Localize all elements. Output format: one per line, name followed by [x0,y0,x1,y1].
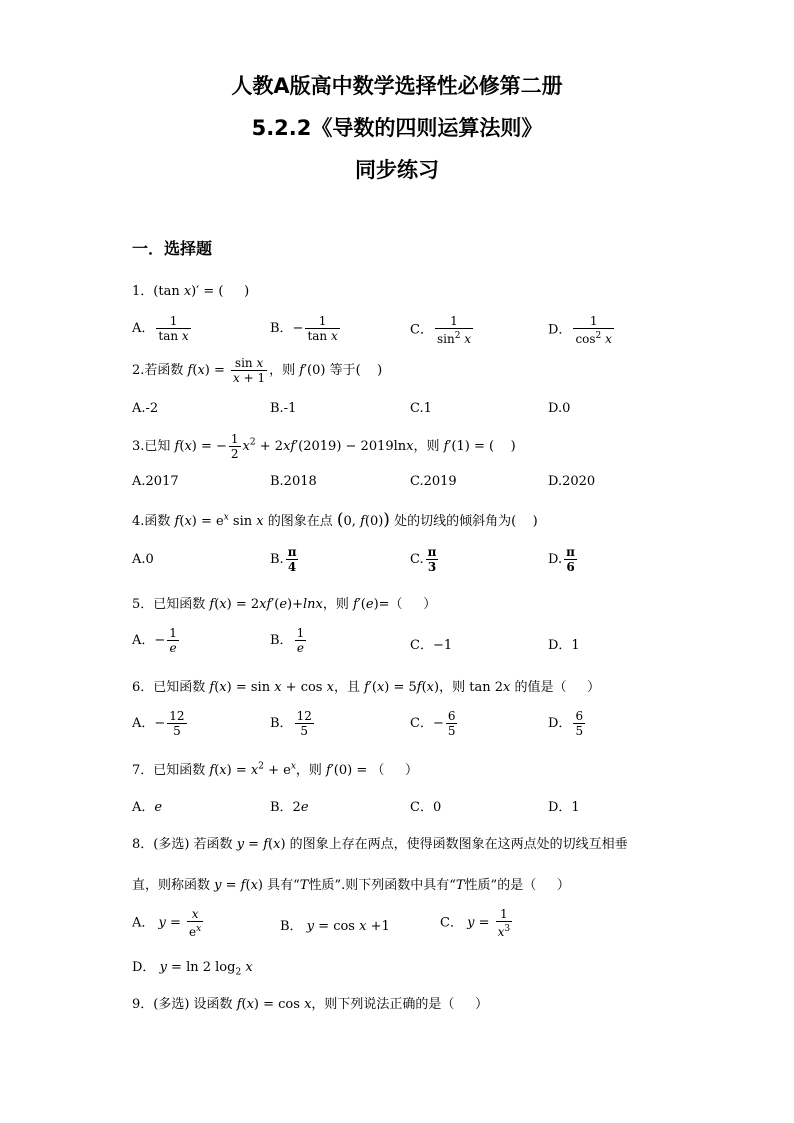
q8-option-c: C． y = $\frac{1}{x^3}$ [440,907,511,939]
q8-option-d: D． y = ln 2 $\log_2 x$ [132,960,253,978]
question-9-stem: 9．(多选) 设函数 f(x) = cos x，则下列说法正确的是（ ） [132,997,489,1012]
q5-option-c: C．−1 [410,638,453,653]
title-line-3: 同步练习 [355,158,439,182]
question-5-stem: 5．已知函数 f(x) = 2xf′(e)+lnx，则 f′(e)=（ ） [132,597,437,612]
q2-option-b: B.-1 [270,401,297,416]
q3-option-c: C.2019 [410,474,457,489]
q6-option-b: B． $\frac{12}{5}$ [270,709,312,738]
q3-option-b: B.2018 [270,474,317,489]
q4-option-d: D. $\frac{\pi}{6}$ [548,545,575,574]
q8-option-b: B． y = cos x +1 [280,919,390,934]
question-8-stem-line-2: 直，则称函数 y = f(x) 具有“T性质”.则下列函数中具有“T性质”的是（ ） [132,878,570,893]
title-line-2: 5.2.2《导数的四则运算法则》 [251,116,543,140]
q6-option-d: D． $\frac{6}{5}$ [548,709,584,738]
section-heading: 一．选择题 [132,239,213,258]
q7-option-a: A．e [132,800,163,815]
q5-option-a: A．− $\frac{1}{e}$ [132,626,177,655]
q2-option-a: A.-2 [132,401,159,416]
q5-option-b: B． $\frac{1}{e}$ [270,626,305,655]
q6-option-a: A．− $\frac{12}{5}$ [132,709,185,738]
q2-option-d: D.0 [548,401,571,416]
q4-option-c: C. $\frac{\pi}{3}$ [410,545,437,574]
q3-option-a: A.2017 [132,474,179,489]
title-line-1: 人教A版高中数学选择性必修第二册 [231,74,563,98]
q7-option-d: D．1 [548,800,580,815]
question-6-stem: 6．已知函数 f(x) = sin x + cos x，且 f′(x) = 5f(x)，则 tan 2x 的值是（ ） [132,680,601,695]
q5-option-d: D．1 [548,638,580,653]
q6-option-c: C．− $\frac{6}{5}$ [410,709,456,738]
question-7-stem: 7．已知函数 $f(x) = x^2 + e^x$，则 f′(0) = （ ） [132,761,419,778]
q7-option-b: B．2e [270,800,309,815]
q1-option-d: D． $\frac{1}{\cos^2 x}$ [548,314,612,346]
q1-option-a: A． $\frac{1}{\text{tan x}}$ [132,314,189,343]
q2-option-c: C.1 [410,401,432,416]
q4-option-a: A.0 [132,552,154,567]
q1-option-c: C． $\frac{1}{\sin^2 x}$ [410,314,472,346]
q8-option-a: A． y = $\frac{x}{e^x}$ [132,907,202,939]
question-8-stem-line-1: 8．(多选) 若函数 y = f(x) 的图象上存在两点，使得函数图象在这两点处的切线互相垂 [132,837,628,852]
question-1-stem: 1．(tan x)′ = ( ) [132,284,250,299]
question-3-stem: 3.已知 f(x) = − $\frac{1}{2}$ $x^2 + 2xf'(2019) - 2019\ln x$，则 f′(1) = ( ) [132,432,516,461]
q3-option-d: D.2020 [548,474,596,489]
question-4-stem: 4.函数 $f(x) = e^x$ sin x 的图象在点 (0, f(0)) 处的切线的倾斜角为( ) [132,510,538,530]
q4-option-b: B. $\frac{\pi}{4}$ [270,545,297,574]
q7-option-c: C．0 [410,800,442,815]
question-2-stem: 2.若函数 f(x) = $\frac{\text{sin x}}{x + 1}$ ，则 f′(0) 等于( ) [132,356,383,385]
q1-option-b: B．− $\frac{1}{\text{tan x}}$ [270,314,338,343]
